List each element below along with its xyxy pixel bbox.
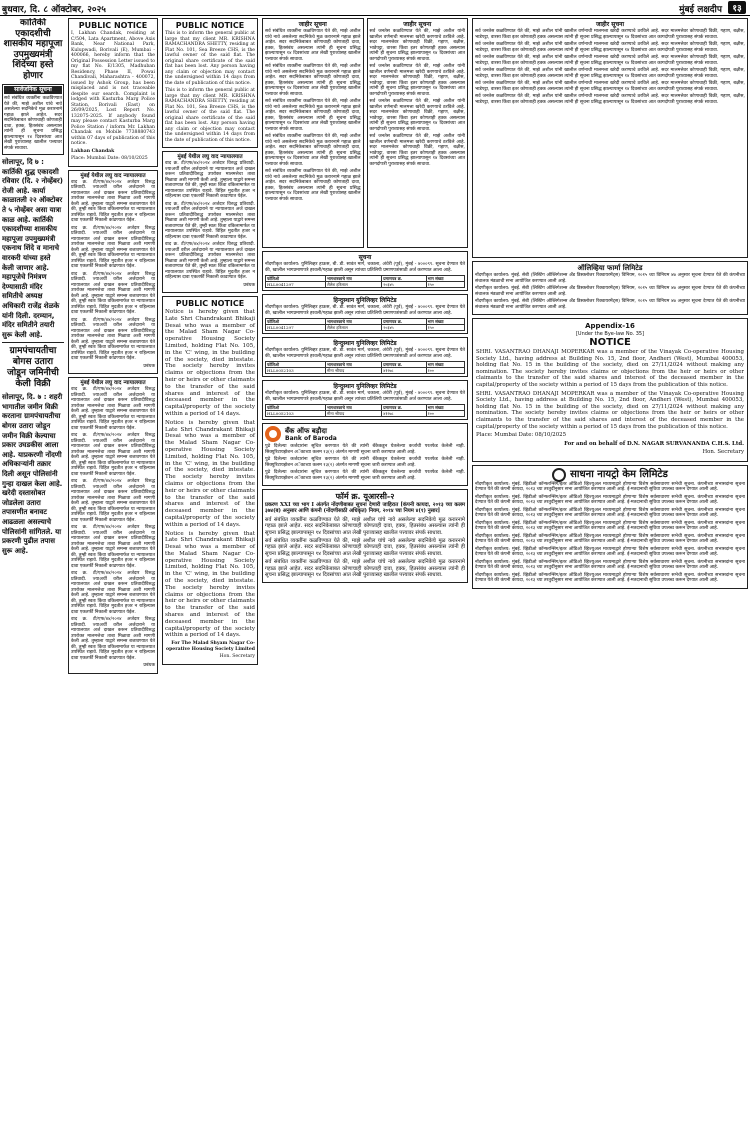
table-cell: १५०: [426, 325, 464, 331]
page-number: १३: [728, 1, 746, 14]
notice2-text-repeat: Notice is hereby given that Late Shri Chandrakant Bhikaji Desai who was a member of the Malad Sham Nagar Co-operative Housing Society Limited, holding Flat No. 105, in the 'C' wing, in the building of the society, died intestate. The society hereby invites claims or objections from the heir or heirs or other claimants to the transfer of the said shares and interest of the deceased member in the capital/property of the society within a period of 14 days.: [165, 419, 255, 528]
court-head: मुंबई येथील लघु वाद न्यायालयात: [177, 154, 243, 160]
sadhana-nitro-notice: [472, 465, 748, 589]
bob-text-repeat: पुढे दिलेल्या कर्जदारांना सूचित करण्यात येते की त्यांनी बँकेकडून घेतलेल्या कर्जाची परतफेड केलेली नाही. सिक्युरिटायझेशन अॅक्टच्या कलम १३(२) अंतर्गत मागणी सूचना जारी करण्यात आली आहे.: [265, 470, 465, 481]
hindustan-head: हिन्दुस्थान युनिलिव्हर लिमिटेड: [333, 340, 397, 347]
table-header: प्रमाणपत्र क्र.: [382, 276, 426, 282]
headline-kartiki: कार्तिकी एकादशीची शासकीय महापूजा उपमुख्यमंत्री शिंदेंच्या हस्ते होणार: [3, 18, 63, 81]
column-4: [262, 18, 468, 1146]
sadhana-text-repeat: नोंदणीकृत कार्यालय: मुंबई. व्हिडीओ कॉन्फरन्सिंग/इतर ऑडिओ व्हिज्युअल माध्यमाद्वारे होणाऱ्या विशेष सर्वसाधारण सभेची सूचना. कंपनीच्या सभासदांना सूचना देण्यात येते की कंपनी कायदा, २०१३ च्या तरतुदींनुसार सभा आयोजित करण्यात आली आहे. ई-मतदानाची सुविधा उपलब्ध करून देण्यात आली आहे.: [475, 546, 745, 558]
court-text-repeat: वाद क्र. टी/एफ/४४/२०२४ अर्जदार विरुद्ध प्रतिवादी. ज्याअर्थी वरील अर्जदाराने या न्यायालयात अर्ज दाखल करून प्रतिवादीविरुद्ध उपरोक्त मालमत्तेचा ताबा मिळावा अशी मागणी केली आहे. तुम्हाला याद्वारे समन्स बजावण्यात येते की, तुम्ही स्वतः किंवा वकिलामार्फत या न्यायालयात उपस्थित राहावे. विहित मुदतीत हजर न राहिल्यास दावा एकतर्फी निकाली काढण्यात येईल.: [165, 201, 255, 240]
public-notice-lakhan: [68, 18, 158, 167]
bob-text-repeat: पुढे दिलेल्या कर्जदारांना सूचित करण्यात येते की त्यांनी बँकेकडून घेतलेल्या कर्जाची परतफेड केलेली नाही. सिक्युरिटायझेशन अॅक्टच्या कलम १३(२) अंतर्गत मागणी सूचना जारी करण्यात आली आहे.: [265, 457, 465, 468]
notice-text-repeat: सर्व संबंधित व्यक्तींना कळविण्यात येते की, माझे अशील यांचे नावे असलेल्या सदनिकेचे मूळ करारनामे गहाळ झाले आहेत. सदर सदनिकेबाबत कोणाचाही कोणताही दावा, हक्क, हितसंबंध असल्यास त्यांनी ही सूचना प्रसिद्ध झाल्यापासून १४ दिवसांच्या आत लेखी पुराव्यासह खालील पत्त्यावर संपर्क साधावा.: [265, 169, 361, 202]
sadhana-text: नोंदणीकृत कार्यालय: मुंबई. व्हिडीओ कॉन्फरन्सिंग/इतर ऑडिओ व्हिज्युअल माध्यमाद्वारे होणाऱ्या विशेष सर्वसाधारण सभेची सूचना. कंपनीच्या सभासदांना सूचना देण्यात येते की कंपनी कायदा, २०१३ च्या तरतुदींनुसार सभा आयोजित करण्यात आली आहे. ई-मतदानाची सुविधा उपलब्ध करून देण्यात आली आहे.: [475, 481, 745, 493]
column-2: [68, 18, 158, 1146]
table-header: भाग संख्या: [426, 319, 464, 325]
table-header: प्रमाणपत्र क्र.: [382, 405, 426, 411]
signer-name: Lakhan Chandak: [71, 148, 115, 154]
table-header: भागधारकाचे नाव: [326, 405, 382, 411]
registrar: प्रबंधक: [243, 282, 255, 288]
table-row: [266, 368, 465, 374]
notice-text-repeat: सर्व जनतेस कळविण्यात येते की, माझे अशील यांनी खालील वर्णनाची मालमत्ता खरेदी करण्याचे ठरविले आहे. सदर मालमत्तेवर कोणाचाही विक्री, गहाण, बक्षीस, भाडेपट्टा, वारसा किंवा इतर कोणताही हक्क असल्यास त्यांनी ही सूचना प्रसिद्ध झाल्यापासून १४ दिवसांच्या आत कागदोपत्री पुराव्यासह संपर्क साधावा.: [475, 68, 745, 79]
table-header: भाग संख्या: [426, 276, 464, 282]
notice-head: जाहीर सूचना: [403, 21, 432, 28]
share-table: [265, 318, 465, 331]
share-table: [265, 361, 465, 374]
notice-en-text-repeat: SHRI. VASANTRAO DHANAJI MOPERKAR was a member of the Vinayak Co-operative Housing Society Ltd., having address at Building No. 15, 2nd floor, Andheri (West), Mumbai 400053, holding flat No. 15 in the building of the society, died on 27/11/2024 without making any nomination. The society hereby invites claims or objections from the heir or heirs or other claimants to the transfer of the said shares and interest of the deceased member in the capital/property of the society within a period of 15 days from the publication of this notice.: [476, 390, 744, 430]
court-text-repeat: वाद क्र. टी/एफ/४४/२०२४ अर्जदार विरुद्ध प्रतिवादी. ज्याअर्थी वरील अर्जदाराने या न्यायालयात अर्ज दाखल करून प्रतिवादीविरुद्ध उपरोक्त मालमत्तेचा ताबा मिळावा अशी मागणी केली आहे. तुम्हाला याद्वारे समन्स बजावण्यात येते की, तुम्ही स्वतः किंवा वकिलामार्फत या न्यायालयात उपस्थित राहावे. विहित मुदतीत हजर न राहिल्यास दावा एकतर्फी निकाली काढण्यात येईल.: [71, 433, 155, 477]
table-cell: २०३४५: [382, 325, 426, 331]
jahir-suchana-1: [262, 18, 364, 248]
notice-title: NOTICE: [589, 337, 631, 348]
notice-text-repeat: सर्व जनतेस कळविण्यात येते की, माझे अशील यांनी खालील वर्णनाची मालमत्ता खरेदी करण्याचे ठरविले आहे. सदर मालमत्तेवर कोणाचाही विक्री, गहाण, बक्षीस, भाडेपट्टा, वारसा किंवा इतर कोणताही हक्क असल्यास त्यांनी ही सूचना प्रसिद्ध झाल्यापासून १४ दिवसांच्या आत कागदोपत्री पुराव्यासह संपर्क साधावा.: [369, 134, 465, 167]
table-cell: ४१२७८: [382, 411, 426, 417]
form-head: सूचना: [358, 254, 372, 261]
table-cell: १००: [426, 368, 464, 374]
court-text: वाद क्र. टी/एफ/४४/२०२४ अर्जदार विरुद्ध प्रतिवादी. ज्याअर्थी वरील अर्जदाराने या न्यायालयात अर्ज दाखल करून प्रतिवादीविरुद्ध उपरोक्त मालमत्तेचा ताबा मिळावा अशी मागणी केली आहे. तुम्हाला याद्वारे समन्स बजावण्यात येते की, तुम्ही स्वतः किंवा वकिलामार्फत या न्यायालयात उपस्थित राहावे. विहित मुदतीत हजर न राहिल्यास दावा एकतर्फी निकाली काढण्यात येईल.: [71, 387, 155, 431]
notice-text: सर्व जनतेस कळविण्यात येते की, माझे अशील यांनी खालील वर्णनाची मालमत्ता खरेदी करण्याचे ठरविले आहे. सदर मालमत्तेवर कोणाचाही विक्री, गहाण, बक्षीस, भाडेपट्टा, वारसा किंवा इतर कोणताही हक्क असल्यास त्यांनी ही सूचना प्रसिद्ध झाल्यापासून १४ दिवसांच्या आत कागदोपत्री पुराव्यासह संपर्क साधावा.: [475, 29, 745, 40]
sadhana-text-repeat: नोंदणीकृत कार्यालय: मुंबई. व्हिडीओ कॉन्फरन्सिंग/इतर ऑडिओ व्हिज्युअल माध्यमाद्वारे होणाऱ्या विशेष सर्वसाधारण सभेची सूचना. कंपनीच्या सभासदांना सूचना देण्यात येते की कंपनी कायदा, २०१३ च्या तरतुदींनुसार सभा आयोजित करण्यात आली आहे. ई-मतदानाची सुविधा उपलब्ध करून देण्यात आली आहे.: [475, 559, 745, 571]
public-notice-title: PUBLIC NOTICE: [175, 21, 245, 30]
table-header: फोलिओ: [266, 362, 326, 368]
sadhana-text-repeat: नोंदणीकृत कार्यालय: मुंबई. व्हिडीओ कॉन्फरन्सिंग/इतर ऑडिओ व्हिज्युअल माध्यमाद्वारे होणाऱ्या विशेष सर्वसाधारण सभेची सूचना. कंपनीच्या सभासदांना सूचना देण्यात येते की कंपनी कायदा, २०१३ च्या तरतुदींनुसार सभा आयोजित करण्यात आली आहे. ई-मतदानाची सुविधा उपलब्ध करून देण्यात आली आहे.: [475, 494, 745, 506]
hindustan-text: नोंदणीकृत कार्यालय: युनिलिव्हर हाऊस, बी. डी. सावंत मार्ग, चकाला, अंधेरी (पूर्व), मुंबई - ४०००९९. सूचना देण्यात येते की, खालील भागप्रमाणपत्रे हरवली/गहाळ झाली असून त्यांच्या प्रतिलिपी प्रमाणपत्रांसाठी अर्ज करण्यात आला आहे.: [265, 348, 465, 359]
public-notice-krishna: [162, 18, 258, 148]
notice-en-text: SHRI. VASANTRAO DHANAJI MOPERKAR was a member of the Vinayak Co-operative Housing Society Ltd., having address at Building No. 15, 2nd floor, Andheri (West), Mumbai 400053, holding flat No. 15 in the building of the society, died on 27/11/2024 without making any nomination. The society hereby invites claims or objections from the heir or heirs or other claimants to the transfer of the said shares and interest of the deceased member in the capital/property of the society within a period of 15 days from the publication of this notice.: [476, 349, 744, 388]
table-cell: १००: [426, 411, 464, 417]
society-en: For and on behalf of D.N. NAGAR SURVANANDA C.H.S. Ltd.: [564, 440, 744, 447]
hindustan-notice-1: [262, 294, 468, 334]
table-cell: HLL0052103: [266, 411, 326, 417]
headline-bogus: ग्रामपंचायतीचा बोगस उतारा जोडून जमिनीची केली विक्री: [7, 346, 59, 390]
notice-body: सर्व संबंधित व्यक्तींना कळविण्यात येते की, माझे अशील यांचे नावे असलेल्या सदनिकेचे मूळ करारनामे गहाळ झाले आहेत. सदर सदनिकेबाबत कोणाचाही कोणताही दावा, हक्क, हितसंबंध असल्यास त्यांनी ही सूचना प्रसिद्ध झाल्यापासून १४ दिवसांच्या आत लेखी पुराव्यासह खालील पत्त्यावर संपर्क साधावा.: [4, 96, 62, 151]
form-urc-body-repeat: सर्व संबंधित व्यक्तींना कळविण्यात येते की, माझे अशील यांचे नावे असलेल्या सदनिकेचे मूळ करारनामे गहाळ झाले आहेत. सदर सदनिकेबाबत कोणाचाही कोणताही दावा, हक्क, हितसंबंध असल्यास त्यांनी ही सूचना प्रसिद्ध झाल्यापासून १४ दिवसांच्या आत लेखी पुराव्यासह खालील पत्त्यावर संपर्क साधावा.: [265, 559, 465, 579]
notice-text-repeat: सर्व जनतेस कळविण्यात येते की, माझे अशील यांनी खालील वर्णनाची मालमत्ता खरेदी करण्याचे ठरविले आहे. सदर मालमत्तेवर कोणाचाही विक्री, गहाण, बक्षीस, भाडेपट्टा, वारसा किंवा इतर कोणताही हक्क असल्यास त्यांनी ही सूचना प्रसिद्ध झाल्यापासून १४ दिवसांच्या आत कागदोपत्री पुराव्यासह संपर्क साधावा.: [475, 55, 745, 66]
court-notice-1: [68, 170, 158, 375]
divider: [2, 342, 64, 343]
sadhana-text-repeat: नोंदणीकृत कार्यालय: मुंबई. व्हिडीओ कॉन्फरन्सिंग/इतर ऑडिओ व्हिज्युअल माध्यमाद्वारे होणाऱ्या विशेष सर्वसाधारण सभेची सूचना. कंपनीच्या सभासदांना सूचना देण्यात येते की कंपनी कायदा, २०१३ च्या तरतुदींनुसार सभा आयोजित करण्यात आली आहे. ई-मतदानाची सुविधा उपलब्ध करून देण्यात आली आहे.: [475, 507, 745, 519]
share-table: [265, 404, 465, 417]
table-cell: मीना श्रीपाद: [326, 368, 382, 374]
court-head: मुंबई येथील लघु वाद न्यायालयात: [80, 172, 146, 179]
olive-text-repeat: नोंदणीकृत कार्यालय: मुंबई. सेबी (लिस्टिंग ऑब्लिगेशन्स अँड डिस्क्लोजर रिक्वायरमेंट्स) विनियम, २०१५ च्या विनियम ४७ अनुसार सूचना देण्यात येते की कंपनीच्या संचालक मंडळाची सभा आयोजित करण्यात आली आहे.: [475, 286, 745, 297]
olivia-pharma-notice: [472, 261, 748, 315]
table-row: [266, 411, 465, 417]
hindustan-text: नोंदणीकृत कार्यालय: युनिलिव्हर हाऊस, बी. डी. सावंत मार्ग, चकाला, अंधेरी (पूर्व), मुंबई - ४०००९९. सूचना देण्यात येते की, खालील भागप्रमाणपत्रे हरवली/गहाळ झाली असून त्यांच्या प्रतिलिपी प्रमाणपत्रांसाठी अर्ज करण्यात आला आहे.: [265, 305, 465, 316]
olive-text: नोंदणीकृत कार्यालय: मुंबई. सेबी (लिस्टिंग ऑब्लिगेशन्स अँड डिस्क्लोजर रिक्वायरमेंट्स) विनियम, २०१५ च्या विनियम ४७ अनुसार सूचना देण्यात येते की कंपनीच्या संचालक मंडळाची सभा आयोजित करण्यात आली आहे.: [475, 273, 745, 284]
hindustan-head: हिन्दुस्थान युनिलिव्हर लिमिटेड: [333, 297, 397, 304]
bob-text: पुढे दिलेल्या कर्जदारांना सूचित करण्यात येते की त्यांनी बँकेकडून घेतलेल्या कर्जाची परतफेड केलेली नाही. सिक्युरिटायझेशन अॅक्टच्या कलम १३(२) अंतर्गत मागणी सूचना जारी करण्यात आली आहे.: [265, 444, 465, 455]
olive-head: ऑलिव्हिया फार्मा लिमिटेड: [577, 264, 643, 272]
table-header: फोलिओ: [266, 319, 326, 325]
notice-text-repeat: सर्व जनतेस कळविण्यात येते की, माझे अशील यांनी खालील वर्णनाची मालमत्ता खरेदी करण्याचे ठरविले आहे. सदर मालमत्तेवर कोणाचाही विक्री, गहाण, बक्षीस, भाडेपट्टा, वारसा किंवा इतर कोणताही हक्क असल्यास त्यांनी ही सूचना प्रसिद्ध झाल्यापासून १४ दिवसांच्या आत कागदोपत्री पुराव्यासह संपर्क साधावा.: [475, 42, 745, 53]
sadhana-logo-icon: [552, 468, 566, 482]
notice2-text: Notice is hereby given that Late Shri Chandrakant Bhikaji Desai who was a member of the Malad Sham Nagar Co-operative Housing Society Limited, holding Flat No. 105, in the 'C' wing, in the building of the society, died intestate. The society hereby invites claims or objections from the heir or heirs or other claimants to the transfer of the said shares and interest of the deceased member in the capital/property of the society within a period of 14 days.: [165, 309, 255, 417]
notice-text: सर्व संबंधित व्यक्तींना कळविण्यात येते की, माझे अशील यांचे नावे असलेल्या सदनिकेचे मूळ करारनामे गहाळ झाले आहेत. सदर सदनिकेबाबत कोणाचाही कोणताही दावा, हक्क, हितसंबंध असल्यास त्यांनी ही सूचना प्रसिद्ध झाल्यापासून १४ दिवसांच्या आत लेखी पुराव्यासह खालील पत्त्यावर संपर्क साधावा.: [265, 29, 361, 62]
notice-text-repeat: सर्व जनतेस कळविण्यात येते की, माझे अशील यांनी खालील वर्णनाची मालमत्ता खरेदी करण्याचे ठरविले आहे. सदर मालमत्तेवर कोणाचाही विक्री, गहाण, बक्षीस, भाडेपट्टा, वारसा किंवा इतर कोणताही हक्क असल्यास त्यांनी ही सूचना प्रसिद्ध झाल्यापासून १४ दिवसांच्या आत कागदोपत्री पुराव्यासह संपर्क साधावा.: [475, 94, 745, 105]
hindustan-notice-3: [262, 380, 468, 420]
court-text-repeat: वाद क्र. टी/एफ/४४/२०२४ अर्जदार विरुद्ध प्रतिवादी. ज्याअर्थी वरील अर्जदाराने या न्यायालयात अर्ज दाखल करून प्रतिवादीविरुद्ध उपरोक्त मालमत्तेचा ताबा मिळावा अशी मागणी केली आहे. तुम्हाला याद्वारे समन्स बजावण्यात येते की, तुम्ही स्वतः किंवा वकिलामार्फत या न्यायालयात उपस्थित राहावे. विहित मुदतीत हजर न राहिल्यास दावा एकतर्फी निकाली काढण्यात येईल.: [71, 479, 155, 523]
court-text-repeat: वाद क्र. टी/एफ/४४/२०२४ अर्जदार विरुद्ध प्रतिवादी. ज्याअर्थी वरील अर्जदाराने या न्यायालयात अर्ज दाखल करून प्रतिवादीविरुद्ध उपरोक्त मालमत्तेचा ताबा मिळावा अशी मागणी केली आहे. तुम्हाला याद्वारे समन्स बजावण्यात येते की, तुम्ही स्वतः किंवा वकिलामार्फत या न्यायालयात उपस्थित राहावे. विहित मुदतीत हजर न राहिल्यास दावा एकतर्फी निकाली काढण्यात येईल.: [71, 225, 155, 269]
table-cell: २०३४५: [382, 282, 426, 288]
form-urc-body-repeat: सर्व संबंधित व्यक्तींना कळविण्यात येते की, माझे अशील यांचे नावे असलेल्या सदनिकेचे मूळ करारनामे गहाळ झाले आहेत. सदर सदनिकेबाबत कोणाचाही कोणताही दावा, हक्क, हितसंबंध असल्यास त्यांनी ही सूचना प्रसिद्ध झाल्यापासून १४ दिवसांच्या आत लेखी पुराव्यासह खालील पत्त्यावर संपर्क साधावा.: [265, 538, 465, 557]
notice-text-repeat: सर्व संबंधित व्यक्तींना कळविण्यात येते की, माझे अशील यांचे नावे असलेल्या सदनिकेचे मूळ करारनामे गहाळ झाले आहेत. सदर सदनिकेबाबत कोणाचाही कोणताही दावा, हक्क, हितसंबंध असल्यास त्यांनी ही सूचना प्रसिद्ध झाल्यापासून १४ दिवसांच्या आत लेखी पुराव्यासह खालील पत्त्यावर संपर्क साधावा.: [265, 99, 361, 132]
sadhana-text-repeat: नोंदणीकृत कार्यालय: मुंबई. व्हिडीओ कॉन्फरन्सिंग/इतर ऑडिओ व्हिज्युअल माध्यमाद्वारे होणाऱ्या विशेष सर्वसाधारण सभेची सूचना. कंपनीच्या सभासदांना सूचना देण्यात येते की कंपनी कायदा, २०१३ च्या तरतुदींनुसार सभा आयोजित करण्यात आली आहे. ई-मतदानाची सुविधा उपलब्ध करून देण्यात आली आहे.: [475, 533, 745, 545]
table-header: भागधारकाचे नाव: [326, 362, 382, 368]
public-notice-text: I, Lakhan Chandak, residing at C/504, Lata Apartment, Above Axis Bank, Near National Park, Kulupwadi, Borivali (E), Mumbai - 400066, hereby inform that the Original Possession Letter issued to my flat No. E/1305, Madhuban Residency, Phase II, Powai Chandivali, Maharashtra - 400072, issued by Ashok Group, has been misplaced and is not traceable despite our search. Complaint is lodged with Kasturba Marg Police Station, Borivali (East) on 26/09/2025, Lost Report No. 132075-2025. If anybody found may please contact Kasturba Marg Police Station / inform Mr. Lakhan Chandak on Mobile 7738880743 within 07 days of publication of this notice.: [71, 31, 155, 146]
court-text-repeat: वाद क्र. टी/एफ/४४/२०२४ अर्जदार विरुद्ध प्रतिवादी. ज्याअर्थी वरील अर्जदाराने या न्यायालयात अर्ज दाखल करून प्रतिवादीविरुद्ध उपरोक्त मालमत्तेचा ताबा मिळावा अशी मागणी केली आहे. तुम्हाला याद्वारे समन्स बजावण्यात येते की, तुम्ही स्वतः किंवा वकिलामार्फत या न्यायालयात उपस्थित राहावे. विहित मुदतीत हजर न राहिल्यास दावा एकतर्फी निकाली काढण्यात येईल.: [165, 242, 255, 280]
table-header: भाग संख्या: [426, 362, 464, 368]
form-urc-body: सर्व संबंधित व्यक्तींना कळविण्यात येते की, माझे अशील यांचे नावे असलेल्या सदनिकेचे मूळ करारनामे गहाळ झाले आहेत. सदर सदनिकेबाबत कोणाचाही कोणताही दावा, हक्क, हितसंबंध असल्यास त्यांनी ही सूचना प्रसिद्ध झाल्यापासून १४ दिवसांच्या आत लेखी पुराव्यासह खालील पत्त्यावर संपर्क साधावा.: [265, 516, 465, 536]
table-cell: ४१२७८: [382, 368, 426, 374]
registrar: प्रबंधक: [143, 363, 155, 369]
place-date-en: Place: Mumbai Date: 08/10/2025: [476, 432, 567, 439]
table-header: भागधारकाचे नाव: [326, 276, 382, 282]
table-cell: १५०: [426, 282, 464, 288]
court-text-repeat: वाद क्र. टी/एफ/४४/२०२४ अर्जदार विरुद्ध प्रतिवादी. ज्याअर्थी वरील अर्जदाराने या न्यायालयात अर्ज दाखल करून प्रतिवादीविरुद्ध उपरोक्त मालमत्तेचा ताबा मिळावा अशी मागणी केली आहे. तुम्हाला याद्वारे समन्स बजावण्यात येते की, तुम्ही स्वतः किंवा वकिलामार्फत या न्यायालयात उपस्थित राहावे. विहित मुदतीत हजर न राहिल्यास दावा एकतर्फी निकाली काढण्यात येईल.: [71, 317, 155, 361]
hindustan-notice-2: [262, 337, 468, 377]
column-5: [472, 18, 748, 1146]
bank-of-baroda-notice: [262, 423, 468, 486]
story-kartiki: सोलापूर, दि ७ : कार्तिकी शुद्ध एकादशी रविवार (दि. २ नोव्हेंबर) रोजी आहे. कार्या काळातली २२ ऑक्टोबर ते ५ नोव्हेंबर असा यात्रा काळ आहे. कार्तिकी एकादशीच्या शासकीय महापूजा उपमुख्यमंत्री एकनाथ शिंदे व मानाचे वारकरी यांच्या हस्ते केली जाणार आहे. महापूजेचे निमंत्रण देण्यासाठी मंदिर समितीचे अध्यक्ष अधिकारी राजेंद्र शेळके यांनी दिली. दरम्यान, मंदिर समितीने तयारी सुरू केली आहे.: [2, 158, 63, 339]
column-1: [2, 18, 64, 1146]
bob-name-en: Bank of Baroda: [285, 434, 337, 442]
story-bogus: सोलापूर, दि. ७ : शहरी भागातील जमीन विक्री करताना ग्रामपंचायतीचा बोगस उतारा जोडून जमीन विक्री केल्याचा प्रकार उघडकीस आला आहे. याप्रकरणी नोंदणी अधिकाऱ्यांनी तक्रार दिली असून पोलिसांनी गुन्हा दाखल केला आहे. खरेदी दस्तासोबत जोडलेला उतारा तपासणीत बनावट आढळला असल्याचे पोलिसांनी सांगितले. या प्रकरणी पुढील तपास सुरू आहे.: [2, 393, 63, 555]
court-text: वाद क्र. टी/एफ/४४/२०२४ अर्जदार विरुद्ध प्रतिवादी. ज्याअर्थी वरील अर्जदाराने या न्यायालयात अर्ज दाखल करून प्रतिवादीविरुद्ध उपरोक्त मालमत्तेचा ताबा मिळावा अशी मागणी केली आहे. तुम्हाला याद्वारे समन्स बजावण्यात येते की, तुम्ही स्वतः किंवा वकिलामार्फत या न्यायालयात उपस्थित राहावे. विहित मुदतीत हजर न राहिल्यास दावा एकतर्फी निकाली काढण्यात येईल.: [71, 179, 155, 223]
bob-logo-icon: [265, 426, 281, 442]
court-text-repeat: वाद क्र. टी/एफ/४४/२०२४ अर्जदार विरुद्ध प्रतिवादी. ज्याअर्थी वरील अर्जदाराने या न्यायालयात अर्ज दाखल करून प्रतिवादीविरुद्ध उपरोक्त मालमत्तेचा ताबा मिळावा अशी मागणी केली आहे. तुम्हाला याद्वारे समन्स बजावण्यात येते की, तुम्ही स्वतः किंवा वकिलामार्फत या न्यायालयात उपस्थित राहावे. विहित मुदतीत हजर न राहिल्यास दावा एकतर्फी निकाली काढण्यात येईल.: [71, 525, 155, 569]
appendix-sub: [Under the Bye-law No. 35]: [575, 331, 645, 337]
notice-heading: सार्वजनिक सूचना: [4, 86, 62, 94]
public-notice-text: This is to inform the general public at large that my client MR. KRISHNA RAMACHANDRA SHETTY, residing at Flat No. 101, Sea Breeze CHS, is the lawful owner of the said flat. The original share certificate of the said flat has been lost. Any person having any claim or objection may contact the undersigned within 14 days from the date of publication of this notice.: [165, 31, 255, 86]
table-row: [266, 325, 465, 331]
notice-text-repeat: सर्व जनतेस कळविण्यात येते की, माझे अशील यांनी खालील वर्णनाची मालमत्ता खरेदी करण्याचे ठरविले आहे. सदर मालमत्तेवर कोणाचाही विक्री, गहाण, बक्षीस, भाडेपट्टा, वारसा किंवा इतर कोणताही हक्क असल्यास त्यांनी ही सूचना प्रसिद्ध झाल्यापासून १४ दिवसांच्या आत कागदोपत्री पुराव्यासह संपर्क साधावा.: [369, 99, 465, 132]
table-cell: शैलेश हरिलाल: [326, 325, 382, 331]
notice2-text-repeat: Notice is hereby given that Late Shri Chandrakant Bhikaji Desai who was a member of the Malad Sham Nagar Co-operative Housing Society Limited, holding Flat No. 105, in the 'C' wing, in the building of the society, died intestate. The society hereby invites claims or objections from the heir or heirs or other claimants to the transfer of the said shares and interest of the deceased member in the capital/property of the society within a period of 14 days.: [165, 530, 255, 639]
court-text-repeat: वाद क्र. टी/एफ/४४/२०२४ अर्जदार विरुद्ध प्रतिवादी. ज्याअर्थी वरील अर्जदाराने या न्यायालयात अर्ज दाखल करून प्रतिवादीविरुद्ध उपरोक्त मालमत्तेचा ताबा मिळावा अशी मागणी केली आहे. तुम्हाला याद्वारे समन्स बजावण्यात येते की, तुम्ही स्वतः किंवा वकिलामार्फत या न्यायालयात उपस्थित राहावे. विहित मुदतीत हजर न राहिल्यास दावा एकतर्फी निकाली काढण्यात येईल.: [71, 617, 155, 661]
appendix-16-notice: [472, 318, 748, 462]
share-table: [265, 275, 465, 288]
notice-head: जाहीर सूचना: [595, 21, 625, 28]
bob-name: बँक ऑफ बड़ौदा: [285, 426, 327, 435]
registrar: प्रबंधक: [143, 663, 155, 668]
table-header: प्रमाणपत्र क्र.: [382, 319, 426, 325]
form-urc-title: फॉर्म क्र. यूआरसी-२: [335, 492, 395, 501]
table-header: फोलिओ: [266, 405, 326, 411]
court-head: मुंबई येथील लघु वाद न्यायालयात: [80, 380, 146, 386]
public-notice-desai: [162, 296, 258, 665]
column-3: [162, 18, 258, 1146]
jahir-suchana-2: [367, 18, 469, 248]
notice-text: सर्व जनतेस कळविण्यात येते की, माझे अशील यांनी खालील वर्णनाची मालमत्ता खरेदी करण्याचे ठरविले आहे. सदर मालमत्तेवर कोणाचाही विक्री, गहाण, बक्षीस, भाडेपट्टा, वारसा किंवा इतर कोणताही हक्क असल्यास त्यांनी ही सूचना प्रसिद्ध झाल्यापासून १४ दिवसांच्या आत कागदोपत्री पुराव्यासह संपर्क साधावा.: [369, 29, 465, 62]
table-header: प्रमाणपत्र क्र.: [382, 362, 426, 368]
hindustan-text: नोंदणीकृत कार्यालय: युनिलिव्हर हाऊस, बी. डी. सावंत मार्ग, चकाला, अंधेरी (पूर्व), मुंबई - ४०००९९. सूचना देण्यात येते की, खालील भागप्रमाणपत्रे हरवली/गहाळ झाली असून त्यांच्या प्रतिलिपी प्रमाणपत्रांसाठी अर्ज करण्यात आला आहे.: [265, 391, 465, 402]
court-notice-2: [68, 377, 158, 674]
sign-en: Hon. Secretary: [702, 449, 744, 456]
form-text: नोंदणीकृत कार्यालय: युनिलिव्हर हाऊस, बी. डी. सावंत मार्ग, चकाला, अंधेरी (पूर्व), मुंबई - ४०००९९. सूचना देण्यात येते की, खालील भागप्रमाणपत्रे हरवली/गहाळ झाली असून त्यांच्या प्रतिलिपी प्रमाणपत्रांसाठी अर्ज करण्यात आला आहे.: [265, 262, 465, 273]
court-text-repeat: वाद क्र. टी/एफ/४४/२०२४ अर्जदार विरुद्ध प्रतिवादी. ज्याअर्थी वरील अर्जदाराने या न्यायालयात अर्ज दाखल करून प्रतिवादीविरुद्ध उपरोक्त मालमत्तेचा ताबा मिळावा अशी मागणी केली आहे. तुम्हाला याद्वारे समन्स बजावण्यात येते की, तुम्ही स्वतः किंवा वकिलामार्फत या न्यायालयात उपस्थित राहावे. विहित मुदतीत हजर न राहिल्यास दावा एकतर्फी निकाली काढण्यात येईल.: [71, 571, 155, 615]
hindustan-head: हिन्दुस्थान युनिलिव्हर लिमिटेड: [333, 383, 397, 390]
sadhana-text-repeat: नोंदणीकृत कार्यालय: मुंबई. व्हिडीओ कॉन्फरन्सिंग/इतर ऑडिओ व्हिज्युअल माध्यमाद्वारे होणाऱ्या विशेष सर्वसाधारण सभेची सूचना. कंपनीच्या सभासदांना सूचना देण्यात येते की कंपनी कायदा, २०१३ च्या तरतुदींनुसार सभा आयोजित करण्यात आली आहे. ई-मतदानाची सुविधा उपलब्ध करून देण्यात आली आहे.: [475, 520, 745, 532]
form-urc-2: [262, 489, 468, 583]
table-cell: HLL0041297: [266, 325, 326, 331]
table-cell: मीना श्रीपाद: [326, 411, 382, 417]
table-header: भाग संख्या: [426, 405, 464, 411]
paper-name: मुंबई लक्षदीप: [679, 5, 722, 15]
table-header: फोलिओ: [266, 276, 326, 282]
place-date: Place: Mumbai Date: 08/10/2025: [71, 156, 148, 161]
notice-text-repeat: सर्व संबंधित व्यक्तींना कळविण्यात येते की, माझे अशील यांचे नावे असलेल्या सदनिकेचे मूळ करारनामे गहाळ झाले आहेत. सदर सदनिकेबाबत कोणाचाही कोणताही दावा, हक्क, हितसंबंध असल्यास त्यांनी ही सूचना प्रसिद्ध झाल्यापासून १४ दिवसांच्या आत लेखी पुराव्यासह खालील पत्त्यावर संपर्क साधावा.: [265, 134, 361, 167]
table-cell: HLL0052103: [266, 368, 326, 374]
appendix-title: Appendix-16: [585, 322, 635, 330]
society-name: For The Malad Shyam Nagar Co-operative Housing Society Limited: [166, 641, 255, 652]
olive-text-repeat: नोंदणीकृत कार्यालय: मुंबई. सेबी (लिस्टिंग ऑब्लिगेशन्स अँड डिस्क्लोजर रिक्वायरमेंट्स) विनियम, २०१५ च्या विनियम ४७ अनुसार सूचना देण्यात येते की कंपनीच्या संचालक मंडळाची सभा आयोजित करण्यात आली आहे.: [475, 299, 745, 310]
table-header: भागधारकाचे नाव: [326, 319, 382, 325]
public-notice-text: This is to inform the general public at large that my client MR. KRISHNA RAMACHANDRA SHETTY, residing at Flat No. 101, Sea Breeze CHS, is the lawful owner of the said flat. The original share certificate of the said flat has been lost. Any person having any claim or objection may contact the undersigned within 14 days from the date of publication of this notice.: [165, 88, 255, 143]
court-text: वाद क्र. टी/एफ/४४/२०२४ अर्जदार विरुद्ध प्रतिवादी. ज्याअर्थी वरील अर्जदाराने या न्यायालयात अर्ज दाखल करून प्रतिवादीविरुद्ध उपरोक्त मालमत्तेचा ताबा मिळावा अशी मागणी केली आहे. तुम्हाला याद्वारे समन्स बजावण्यात येते की, तुम्ही स्वतः किंवा वकिलामार्फत या न्यायालयात उपस्थित राहावे. विहित मुदतीत हजर न राहिल्यास दावा एकतर्फी निकाली काढण्यात येईल.: [165, 161, 255, 199]
form-urc-text: प्रकरण XXI च्या भाग I अंतर्गत नोंदणीबाबत सूचना देणारी जाहिरात [कंपनी कायदा, २०१३ च्या कलम ३७४(ब) अनुसार आणि कंपनी (नोंदणीसाठी अधिकृत) नियम, २०१४ च्या नियम ४(१) नुसार]: [265, 502, 465, 515]
notice-text-repeat: सर्व जनतेस कळविण्यात येते की, माझे अशील यांनी खालील वर्णनाची मालमत्ता खरेदी करण्याचे ठरविले आहे. सदर मालमत्तेवर कोणाचाही विक्री, गहाण, बक्षीस, भाडेपट्टा, वारसा किंवा इतर कोणताही हक्क असल्यास त्यांनी ही सूचना प्रसिद्ध झाल्यापासून १४ दिवसांच्या आत कागदोपत्री पुराव्यासह संपर्क साधावा.: [475, 81, 745, 92]
public-notice-title: PUBLIC NOTICE: [78, 21, 148, 30]
suchana-table-notice: [262, 251, 468, 291]
notice-text-repeat: सर्व संबंधित व्यक्तींना कळविण्यात येते की, माझे अशील यांचे नावे असलेल्या सदनिकेचे मूळ करारनामे गहाळ झाले आहेत. सदर सदनिकेबाबत कोणाचाही कोणताही दावा, हक्क, हितसंबंध असल्यास त्यांनी ही सूचना प्रसिद्ध झाल्यापासून १४ दिवसांच्या आत लेखी पुराव्यासह खालील पत्त्यावर संपर्क साधावा.: [265, 64, 361, 97]
sadhana-text-repeat: नोंदणीकृत कार्यालय: मुंबई. व्हिडीओ कॉन्फरन्सिंग/इतर ऑडिओ व्हिज्युअल माध्यमाद्वारे होणाऱ्या विशेष सर्वसाधारण सभेची सूचना. कंपनीच्या सभासदांना सूचना देण्यात येते की कंपनी कायदा, २०१३ च्या तरतुदींनुसार सभा आयोजित करण्यात आली आहे. ई-मतदानाची सुविधा उपलब्ध करून देण्यात आली आहे.: [475, 572, 745, 584]
public-notice-title: PUBLIC NOTICE: [175, 299, 245, 308]
small-notice-box: [2, 84, 64, 155]
notice-head: जाहीर सूचना: [298, 21, 327, 28]
jahir-suchana-top: [472, 18, 748, 258]
table-cell: HLL0041297: [266, 282, 326, 288]
table-cell: शैलेश हरिलाल: [326, 282, 382, 288]
court-text-repeat: वाद क्र. टी/एफ/४४/२०२४ अर्जदार विरुद्ध प्रतिवादी. ज्याअर्थी वरील अर्जदाराने या न्यायालयात अर्ज दाखल करून प्रतिवादीविरुद्ध उपरोक्त मालमत्तेचा ताबा मिळावा अशी मागणी केली आहे. तुम्हाला याद्वारे समन्स बजावण्यात येते की, तुम्ही स्वतः किंवा वकिलामार्फत या न्यायालयात उपस्थित राहावे. विहित मुदतीत हजर न राहिल्यास दावा एकतर्फी निकाली काढण्यात येईल.: [71, 271, 155, 315]
court-notice-3: [162, 151, 258, 293]
table-row: [266, 282, 465, 288]
masthead: [0, 0, 750, 16]
notice-text-repeat: सर्व जनतेस कळविण्यात येते की, माझे अशील यांनी खालील वर्णनाची मालमत्ता खरेदी करण्याचे ठरविले आहे. सदर मालमत्तेवर कोणाचाही विक्री, गहाण, बक्षीस, भाडेपट्टा, वारसा किंवा इतर कोणताही हक्क असल्यास त्यांनी ही सूचना प्रसिद्ध झाल्यापासून १४ दिवसांच्या आत कागदोपत्री पुराव्यासह संपर्क साधावा.: [369, 64, 465, 97]
issue-date: बुधवार, दि. ८ ऑक्टोबर, २०२५: [2, 5, 106, 15]
society-sign: Hon. Secretary: [219, 654, 255, 660]
sadhana-head: साधना नायट्रो केम लिमिटेड: [570, 469, 668, 481]
